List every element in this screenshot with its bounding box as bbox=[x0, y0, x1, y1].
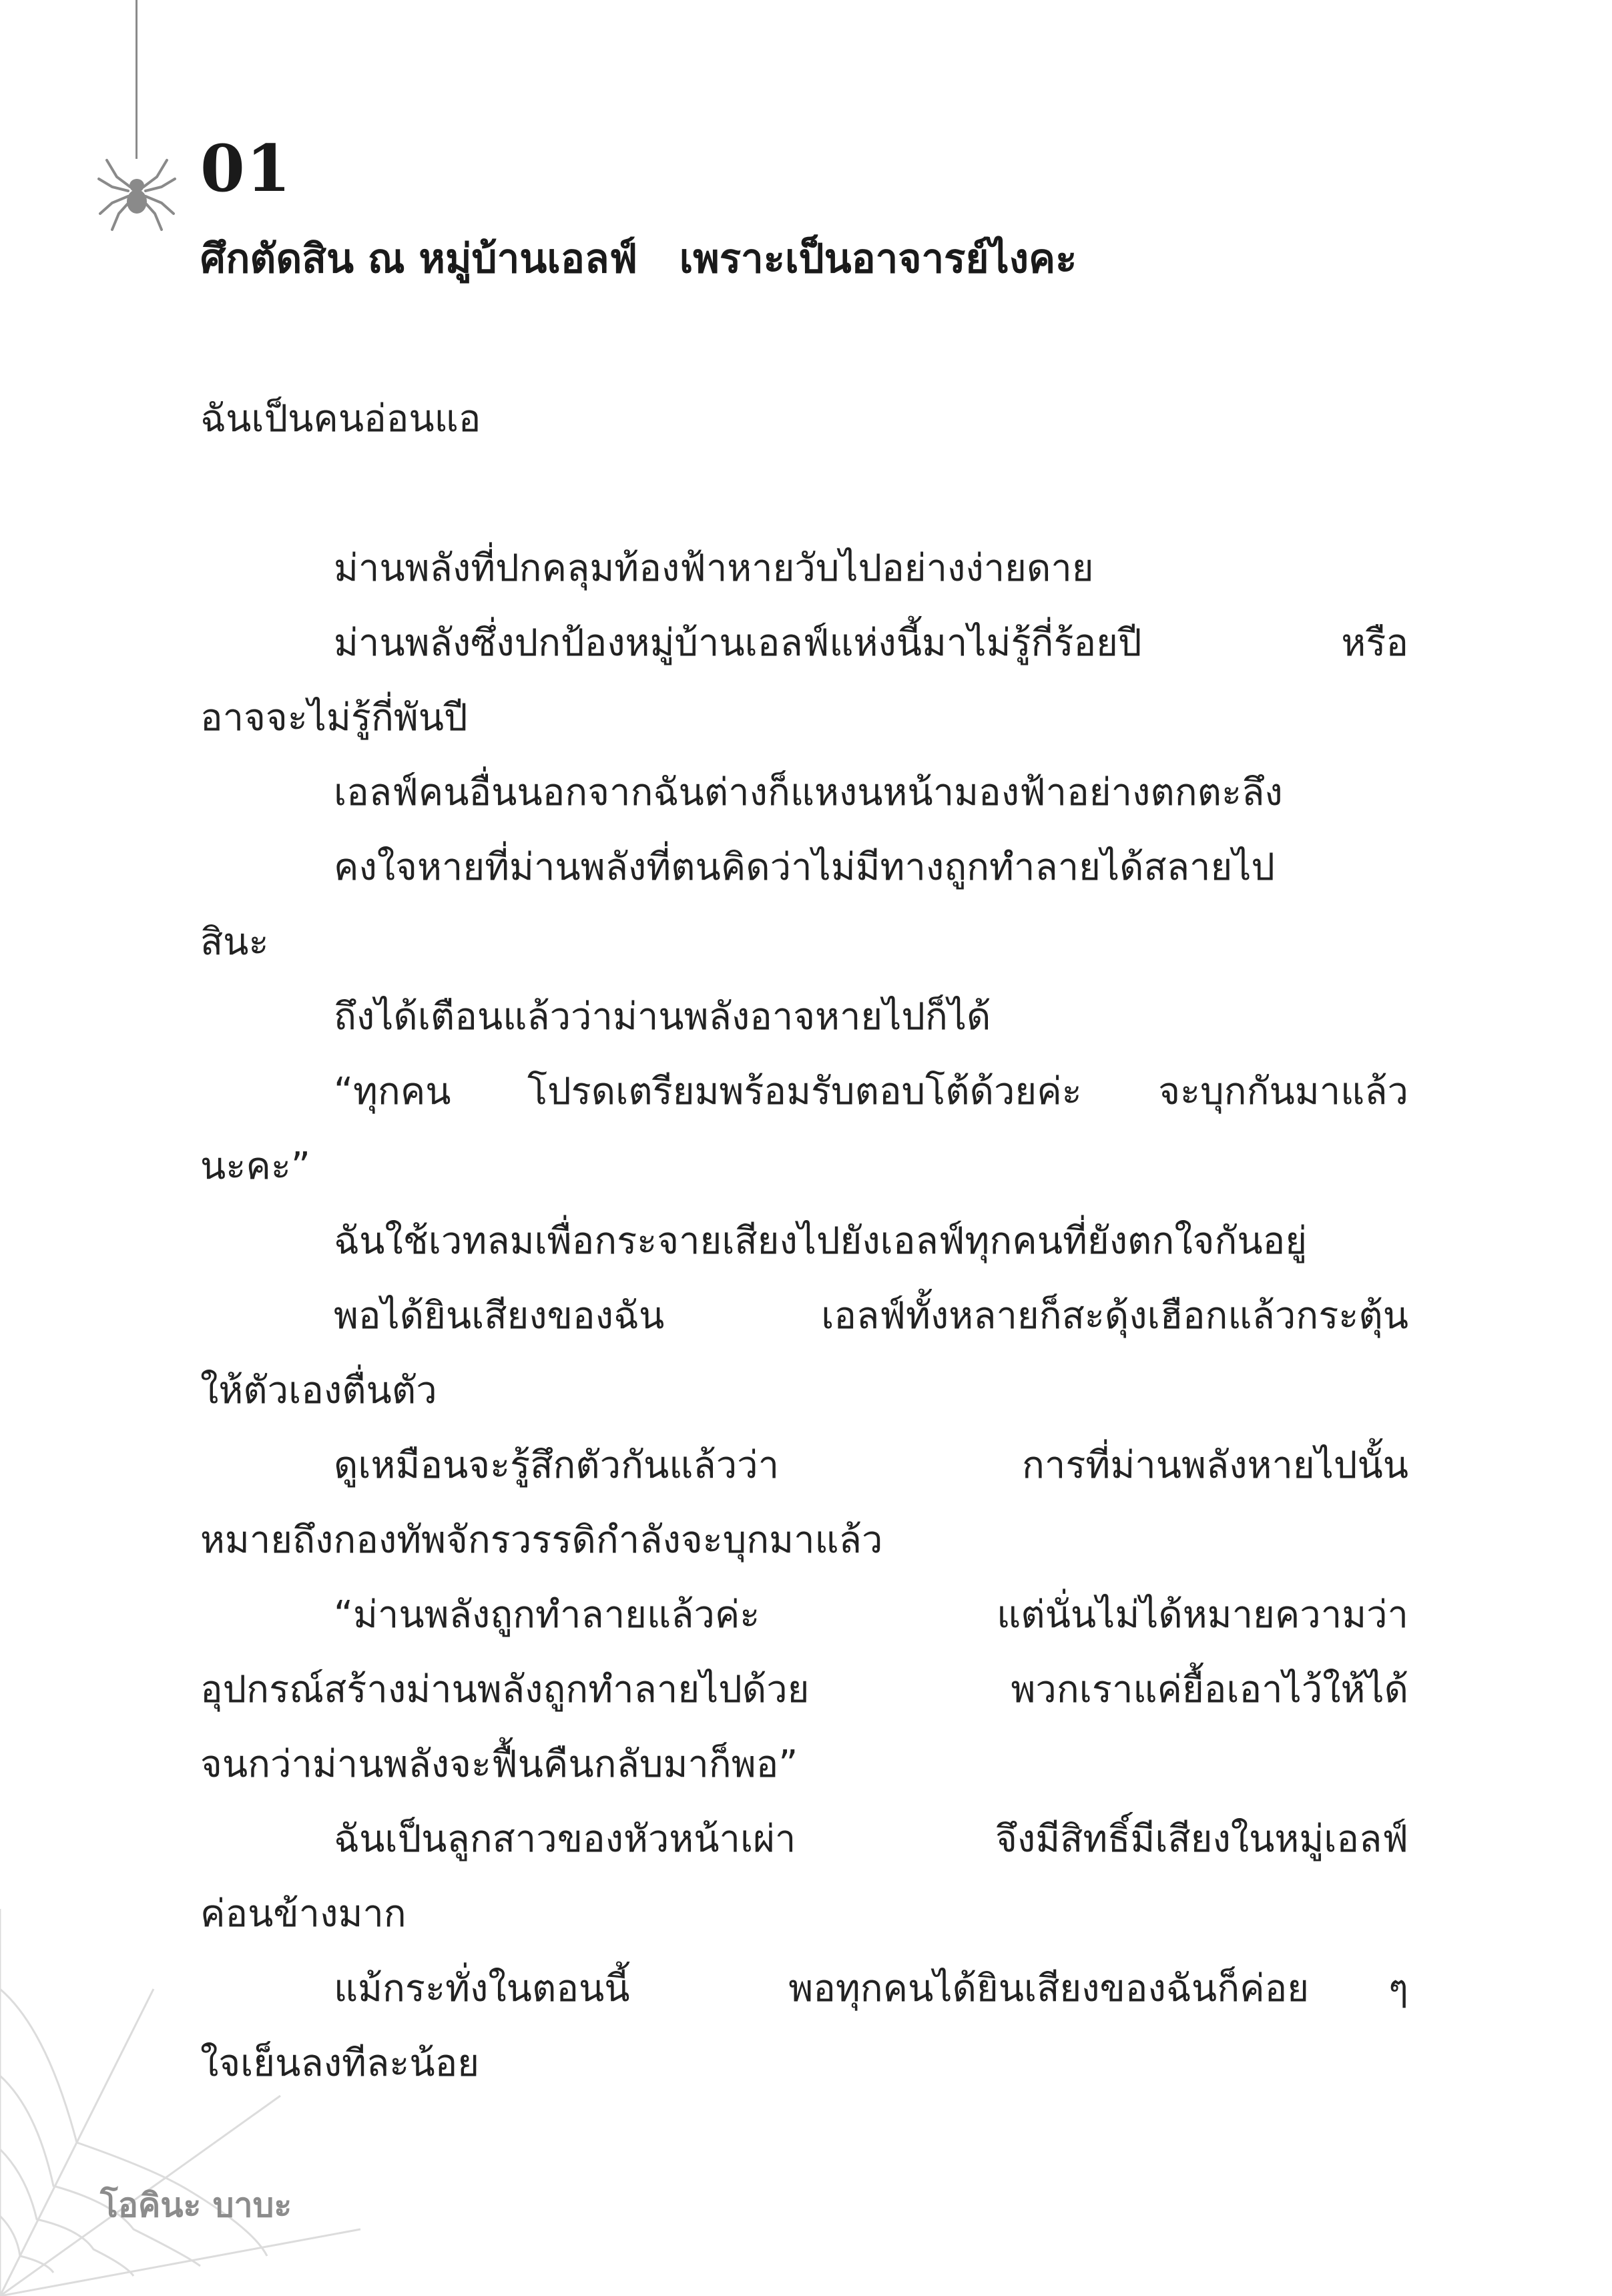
text-line: ม่านพลังซึ่งปกป้องหมู่บ้านเอลฟ์แห่งนี้มาไม่รู้กี่ร้อยปี หรือ bbox=[334, 621, 1408, 665]
text-line: เอลฟ์คนอื่นนอกจากฉันต่างก็แหงนหน้ามองฟ้าอย่างตกตะลึง bbox=[334, 771, 1283, 814]
text-line: ดูเหมือนจะรู้สึกตัวกันแล้วว่า การที่ม่านพลังหายไปนั้น bbox=[334, 1444, 1408, 1487]
text-line: จนกว่าม่านพลังจะฟื้นคืนกลับมาก็พอ” bbox=[200, 1743, 798, 1786]
spider-thread bbox=[136, 0, 138, 159]
text-line: ฉันเป็นลูกสาวของหัวหน้าเผ่า จึงมีสิทธิ์มีเสียงในหมู่เอลฟ์ bbox=[334, 1817, 1408, 1861]
text-line: ใจเย็นลงทีละน้อย bbox=[200, 2042, 480, 2085]
chapter-title: ศึกตัดสิน ณ หมู่บ้านเอลฟ์ เพราะเป็นอาจารย์ไงคะ bbox=[200, 236, 1077, 282]
spider-icon bbox=[93, 147, 180, 234]
text-line: หมายถึงกองทัพจักรวรรดิกำลังจะบุกมาแล้ว bbox=[200, 1518, 883, 1562]
text-line: อาจจะไม่รู้กี่พันปี bbox=[200, 696, 468, 740]
text-line: นะคะ” bbox=[200, 1145, 310, 1188]
text-line: อุปกรณ์สร้างม่านพลังถูกทำลายไปด้วย พวกเราแค่ยื้อเอาไว้ให้ได้ bbox=[200, 1668, 1408, 1711]
text-line: ม่านพลังที่ปกคลุมท้องฟ้าหายวับไปอย่างง่ายดาย bbox=[334, 547, 1094, 590]
text-line: “ม่านพลังถูกทำลายแล้วค่ะ แต่นั่นไม่ได้หมายความว่า bbox=[334, 1593, 1408, 1637]
body-text bbox=[200, 382, 1408, 2101]
author-footer: โอคินะ บาบะ bbox=[100, 2186, 292, 2225]
text-line: คงใจหายที่ม่านพลังที่ตนคิดว่าไม่มีทางถูกทำลายได้สลายไป bbox=[334, 846, 1275, 889]
text-line: “ทุกคน โปรดเตรียมพร้อมรับตอบโต้ด้วยค่ะ จะบุกกันมาแล้ว bbox=[334, 1070, 1408, 1113]
text-line: พอได้ยินเสียงของฉัน เอลฟ์ทั้งหลายก็สะดุ้งเฮือกแล้วกระตุ้น bbox=[334, 1294, 1408, 1338]
text-line: สินะ bbox=[200, 920, 269, 964]
text-line: แม้กระทั่งในตอนนี้ พอทุกคนได้ยินเสียงของฉันก็ค่อย ๆ bbox=[334, 1967, 1408, 2010]
text-line: ให้ตัวเองตื่นตัว bbox=[200, 1369, 437, 1412]
text-line: ฉันเป็นคนอ่อนแอ bbox=[200, 397, 481, 441]
text-line: ถึงได้เตือนแล้วว่าม่านพลังอาจหายไปก็ได้ bbox=[334, 995, 991, 1039]
text-line: ฉันใช้เวทลมเพื่อกระจายเสียงไปยังเอลฟ์ทุกคนที่ยังตกใจกันอยู่ bbox=[334, 1219, 1308, 1263]
text-line: ค่อนข้างมาก bbox=[200, 1892, 407, 1936]
chapter-number: 01 bbox=[200, 131, 292, 206]
